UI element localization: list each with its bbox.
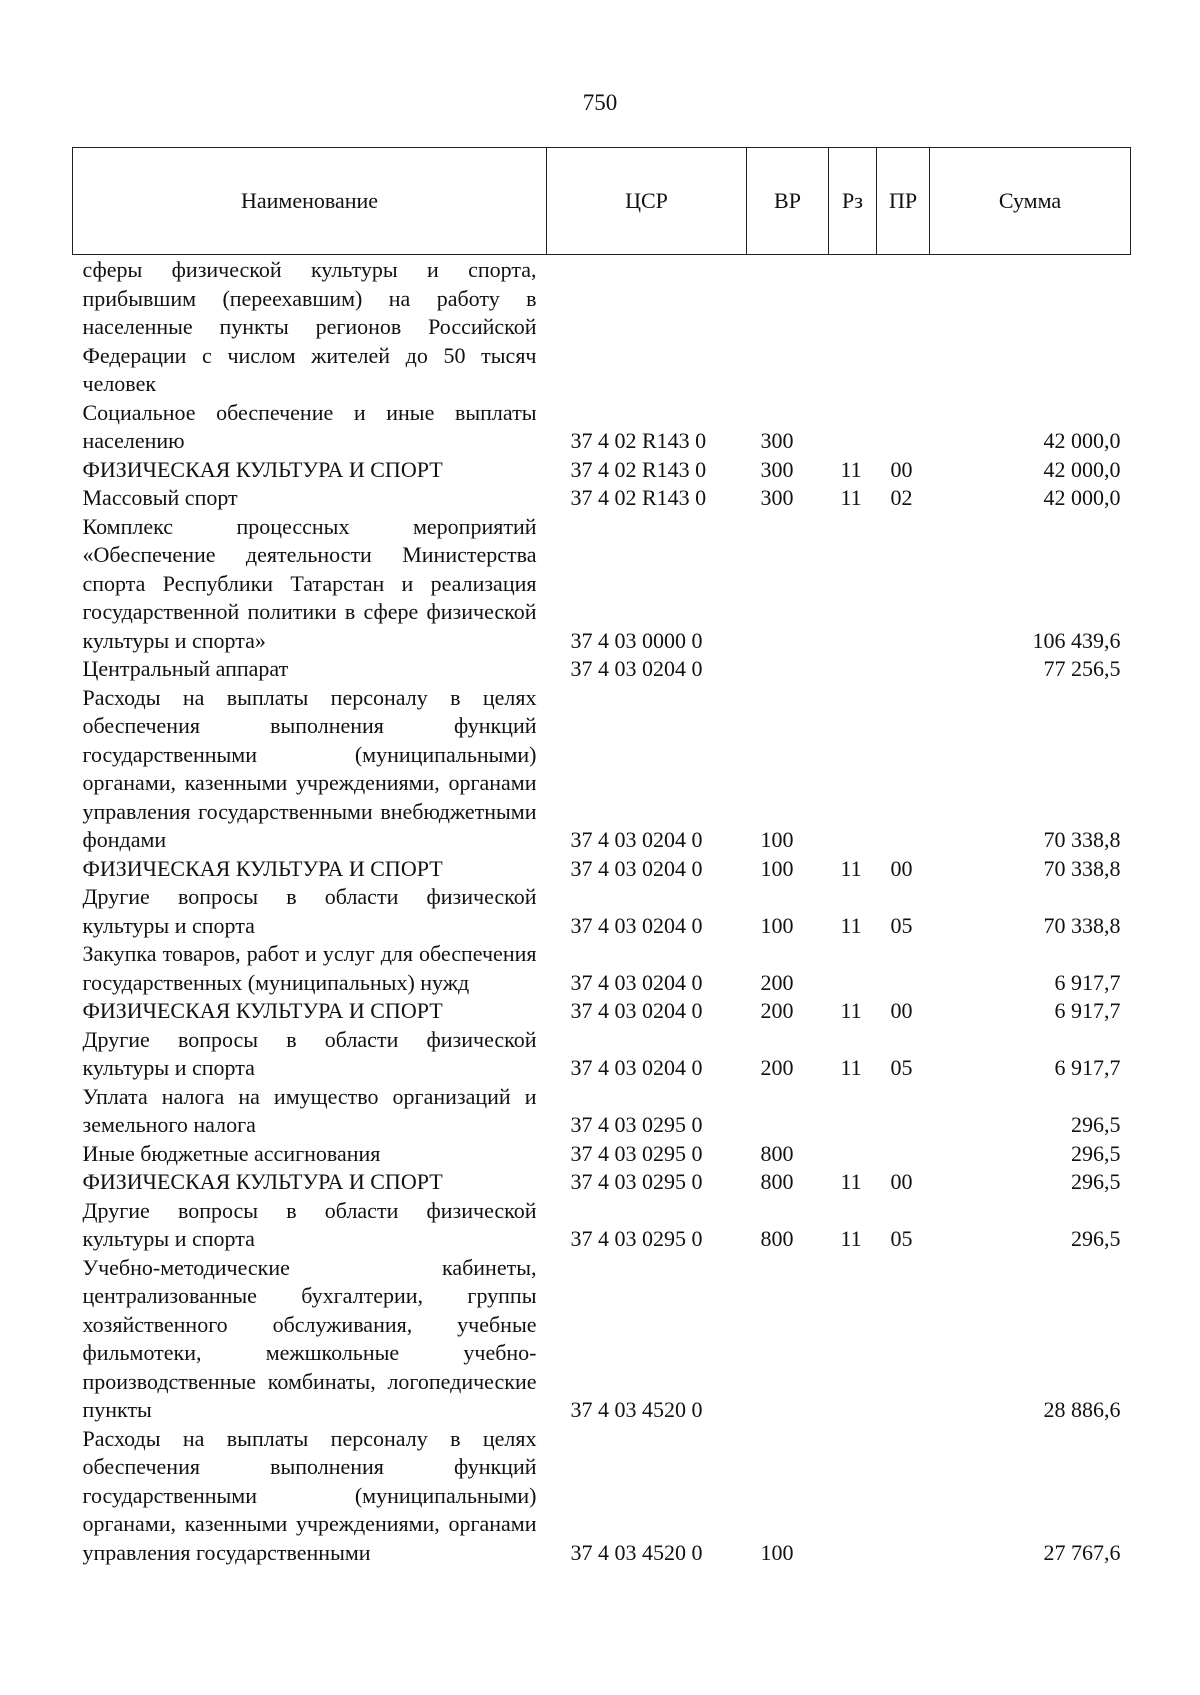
cell-vr: 800 bbox=[760, 1226, 794, 1251]
cell-csr: 37 4 02 R143 0 bbox=[570, 485, 707, 510]
cell-vr bbox=[747, 655, 829, 684]
cell-vr: 800 bbox=[760, 1169, 794, 1194]
cell-pr bbox=[877, 1140, 930, 1169]
cell-rz: 11 bbox=[840, 912, 862, 938]
table-row bbox=[73, 1425, 1131, 1568]
cell-pr bbox=[877, 255, 930, 399]
table-header bbox=[73, 148, 1131, 255]
cell-rz bbox=[829, 940, 877, 997]
cell-rz bbox=[829, 255, 877, 399]
cell-pr bbox=[877, 1083, 930, 1140]
cell-sum: 28 886,6 bbox=[1043, 1397, 1121, 1422]
cell-pr: 05 bbox=[890, 1055, 913, 1080]
cell-rz bbox=[829, 1083, 877, 1140]
cell-pr: 00 bbox=[890, 456, 913, 482]
cell-pr: 00 bbox=[890, 855, 913, 881]
cell-sum: 296,5 bbox=[1071, 1169, 1121, 1194]
cell-csr: 37 4 03 0295 0 bbox=[570, 1140, 703, 1166]
cell-vr: 200 bbox=[760, 1055, 794, 1080]
cell-pr bbox=[877, 399, 930, 456]
cell-vr: 100 bbox=[760, 855, 794, 881]
cell-pr: 00 bbox=[890, 1169, 913, 1194]
cell-name: Массовый спорт bbox=[82, 485, 238, 510]
cell-sum: 70 338,8 bbox=[1043, 827, 1121, 852]
cell-vr: 300 bbox=[760, 485, 794, 510]
cell-name: ФИЗИЧЕСКАЯ КУЛЬТУРА И СПОРТ bbox=[82, 1169, 443, 1194]
cell-pr bbox=[877, 513, 930, 656]
cell-csr: 37 4 02 R143 0 bbox=[570, 456, 707, 482]
cell-rz: 11 bbox=[840, 998, 862, 1023]
cell-pr bbox=[877, 684, 930, 855]
cell-pr bbox=[877, 1254, 930, 1425]
cell-csr: 37 4 03 0000 0 bbox=[570, 627, 703, 653]
table-row bbox=[73, 513, 1131, 656]
table-row bbox=[73, 1140, 1131, 1169]
cell-name: Социальное обеспечение и иные выплаты населению bbox=[82, 399, 537, 453]
cell-rz: 11 bbox=[840, 855, 862, 881]
cell-pr: 05 bbox=[890, 912, 913, 938]
cell-rz bbox=[829, 1140, 877, 1169]
header-sum: Сумма bbox=[930, 148, 1131, 255]
cell-rz: 11 bbox=[840, 1055, 862, 1080]
cell-sum: 6 917,7 bbox=[1054, 969, 1121, 995]
header-name: Наименование bbox=[73, 148, 547, 255]
cell-pr: 05 bbox=[890, 1226, 913, 1251]
cell-rz bbox=[829, 513, 877, 656]
cell-csr: 37 4 03 0204 0 bbox=[570, 998, 703, 1023]
cell-sum: 42 000,0 bbox=[1043, 428, 1121, 453]
cell-csr: 37 4 03 0295 0 bbox=[570, 1112, 703, 1137]
cell-rz bbox=[829, 1254, 877, 1425]
cell-name: Другие вопросы в области физической культуры и спорта bbox=[82, 884, 537, 938]
table-row bbox=[73, 997, 1131, 1026]
cell-rz bbox=[829, 684, 877, 855]
cell-name: Расходы на выплаты персоналу в целях обеспечения выполнения функций государственными (муниципальными) органами, казенными учреждениями, органами управления государственными bbox=[82, 1425, 537, 1565]
cell-vr: 100 bbox=[760, 827, 794, 852]
cell-sum: 296,5 bbox=[1071, 1140, 1121, 1166]
table-row bbox=[73, 1026, 1131, 1083]
cell-name: Учебно-методические кабинеты, централизованные бухгалтерии, группы хозяйственного обслуживания, учебные фильмотеки, межшкольные учебно-производственные комбинаты, логопедические пункты bbox=[82, 1254, 537, 1422]
cell-vr: 300 bbox=[760, 456, 794, 482]
cell-vr: 100 bbox=[760, 912, 794, 938]
cell-csr: 37 4 03 4520 0 bbox=[570, 1397, 703, 1422]
table-row bbox=[73, 940, 1131, 997]
cell-rz: 11 bbox=[840, 456, 862, 482]
cell-name: Другие вопросы в области физической культуры и спорта bbox=[82, 1197, 537, 1251]
cell-name: Иные бюджетные ассигнования bbox=[82, 1140, 381, 1166]
cell-vr bbox=[747, 513, 829, 656]
cell-sum: 42 000,0 bbox=[1043, 485, 1121, 510]
table-row bbox=[73, 1254, 1131, 1425]
cell-rz: 11 bbox=[840, 485, 862, 510]
cell-name: ФИЗИЧЕСКАЯ КУЛЬТУРА И СПОРТ bbox=[82, 855, 443, 881]
cell-rz bbox=[829, 655, 877, 684]
cell-csr: 37 4 03 0295 0 bbox=[570, 1169, 703, 1194]
table-row bbox=[73, 1168, 1131, 1197]
cell-rz bbox=[829, 399, 877, 456]
cell-sum: 77 256,5 bbox=[1043, 656, 1121, 681]
cell-name: Уплата налога на имущество организаций и земельного налога bbox=[82, 1083, 537, 1137]
cell-vr: 800 bbox=[760, 1140, 794, 1166]
cell-vr bbox=[747, 1254, 829, 1425]
cell-rz: 11 bbox=[840, 1169, 862, 1194]
cell-name: ФИЗИЧЕСКАЯ КУЛЬТУРА И СПОРТ bbox=[82, 456, 443, 482]
cell-sum: 42 000,0 bbox=[1043, 456, 1121, 482]
cell-pr bbox=[877, 1425, 930, 1568]
cell-csr: 37 4 03 0204 0 bbox=[570, 912, 703, 938]
table-row bbox=[73, 484, 1131, 513]
cell-vr: 100 bbox=[760, 1539, 794, 1565]
header-pr: ПР bbox=[877, 148, 930, 255]
cell-name: Закупка товаров, работ и услуг для обеспечения государственных (муниципальных) нужд bbox=[82, 941, 537, 995]
cell-sum: 70 338,8 bbox=[1043, 855, 1121, 881]
cell-vr: 300 bbox=[760, 428, 794, 453]
header-rz: Рз bbox=[829, 148, 877, 255]
budget-table bbox=[72, 147, 1131, 1567]
cell-csr bbox=[547, 255, 747, 399]
cell-csr: 37 4 03 0204 0 bbox=[570, 969, 703, 995]
cell-sum: 6 917,7 bbox=[1054, 998, 1121, 1023]
header-csr: ЦСР bbox=[547, 148, 747, 255]
cell-rz bbox=[829, 1425, 877, 1568]
cell-vr bbox=[747, 255, 829, 399]
cell-sum: 296,5 bbox=[1071, 1112, 1121, 1137]
cell-pr bbox=[877, 940, 930, 997]
cell-csr: 37 4 03 0204 0 bbox=[570, 1055, 703, 1080]
page-number: 750 bbox=[582, 90, 618, 115]
table-row bbox=[73, 684, 1131, 855]
cell-sum: 6 917,7 bbox=[1054, 1055, 1121, 1080]
cell-csr: 37 4 02 R143 0 bbox=[570, 428, 707, 453]
cell-name: Комплекс процессных мероприятий «Обеспечение деятельности Министерства спорта Республики Татарстан и реализация государственной политики в сфере физической культуры и спорта» bbox=[82, 513, 537, 653]
table-body bbox=[73, 255, 1131, 1568]
cell-sum: 106 439,6 bbox=[1032, 627, 1121, 653]
table-row bbox=[73, 1197, 1131, 1254]
cell-rz: 11 bbox=[840, 1226, 862, 1251]
cell-sum: 296,5 bbox=[1071, 1226, 1121, 1251]
cell-sum bbox=[930, 255, 1131, 399]
table-row bbox=[73, 1083, 1131, 1140]
cell-sum: 70 338,8 bbox=[1043, 912, 1121, 938]
cell-name: сферы физической культуры и спорта, прибывшим (переехавшим) на работу в населенные пункты регионов Российской Федерации с числом жителей до 50 тысяч человек bbox=[82, 257, 537, 396]
cell-pr: 02 bbox=[890, 485, 913, 510]
table-row bbox=[73, 883, 1131, 940]
table-row bbox=[73, 456, 1131, 485]
table-row bbox=[73, 855, 1131, 884]
cell-csr: 37 4 03 0204 0 bbox=[570, 656, 703, 681]
cell-vr bbox=[747, 1083, 829, 1140]
cell-vr: 200 bbox=[760, 998, 794, 1023]
cell-name: Центральный аппарат bbox=[82, 656, 289, 681]
table-row bbox=[73, 655, 1131, 684]
cell-csr: 37 4 03 4520 0 bbox=[570, 1539, 703, 1565]
table-row bbox=[73, 255, 1131, 399]
cell-name: Другие вопросы в области физической культуры и спорта bbox=[82, 1026, 537, 1080]
cell-csr: 37 4 03 0204 0 bbox=[570, 855, 703, 881]
cell-name: Расходы на выплаты персоналу в целях обеспечения выполнения функций государственными (муниципальными) органами, казенными учреждениями, органами управления государственными внебюджетными фондами bbox=[82, 684, 537, 852]
header-vr: ВР bbox=[747, 148, 829, 255]
table-row bbox=[73, 399, 1131, 456]
cell-csr: 37 4 03 0204 0 bbox=[570, 827, 703, 852]
cell-csr: 37 4 03 0295 0 bbox=[570, 1226, 703, 1251]
cell-pr: 00 bbox=[890, 998, 913, 1023]
cell-name: ФИЗИЧЕСКАЯ КУЛЬТУРА И СПОРТ bbox=[82, 998, 443, 1023]
cell-vr: 200 bbox=[760, 969, 794, 995]
cell-sum: 27 767,6 bbox=[1043, 1539, 1121, 1565]
cell-pr bbox=[877, 655, 930, 684]
